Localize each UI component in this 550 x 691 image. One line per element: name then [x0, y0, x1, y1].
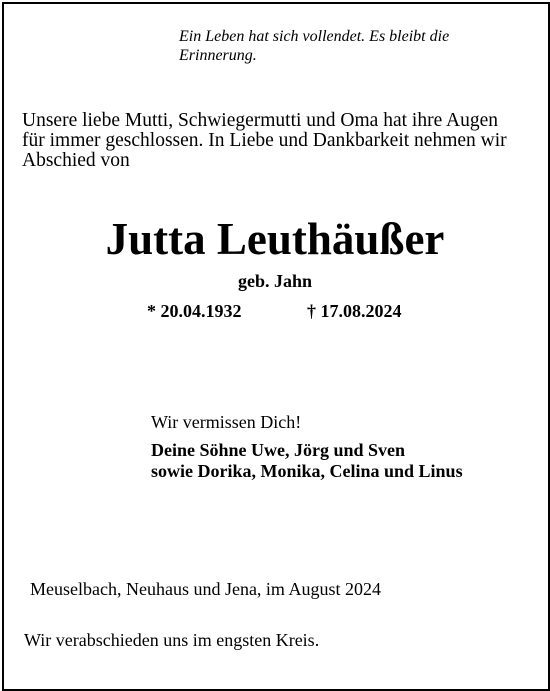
mourners-line-2: sowie Dorika, Monika, Celina und Linus	[151, 461, 463, 481]
mourners-list	[151, 440, 463, 482]
quote-line-1: Ein Leben hat sich vollendet. Es bleibt die	[179, 28, 450, 45]
intro-line-3: Abschied von	[22, 150, 130, 171]
miss-text: Wir vermissen Dich!	[151, 412, 302, 432]
memorial-quote	[179, 27, 519, 65]
death-date: † 17.08.2024	[307, 301, 402, 321]
closing-note: Wir verabschieden uns im engsten Kreis.	[24, 630, 320, 650]
quote-line-2: Erinnerung.	[179, 47, 257, 64]
intro-text	[22, 111, 542, 171]
birth-date: * 20.04.1932	[147, 301, 242, 321]
deceased-name: Jutta Leuthäußer	[105, 214, 445, 264]
maiden-name: geb. Jahn	[237, 271, 313, 291]
mourners-line-1: Deine Söhne Uwe, Jörg und Sven	[151, 440, 406, 460]
intro-line-2: für immer geschlossen. In Liebe und Dankbarkeit nehmen wir	[22, 130, 507, 151]
place-and-date: Meuselbach, Neuhaus und Jena, im August 2024	[30, 579, 381, 599]
intro-line-1: Unsere liebe Mutti, Schwiegermutti und Oma hat ihre Augen	[22, 110, 499, 131]
